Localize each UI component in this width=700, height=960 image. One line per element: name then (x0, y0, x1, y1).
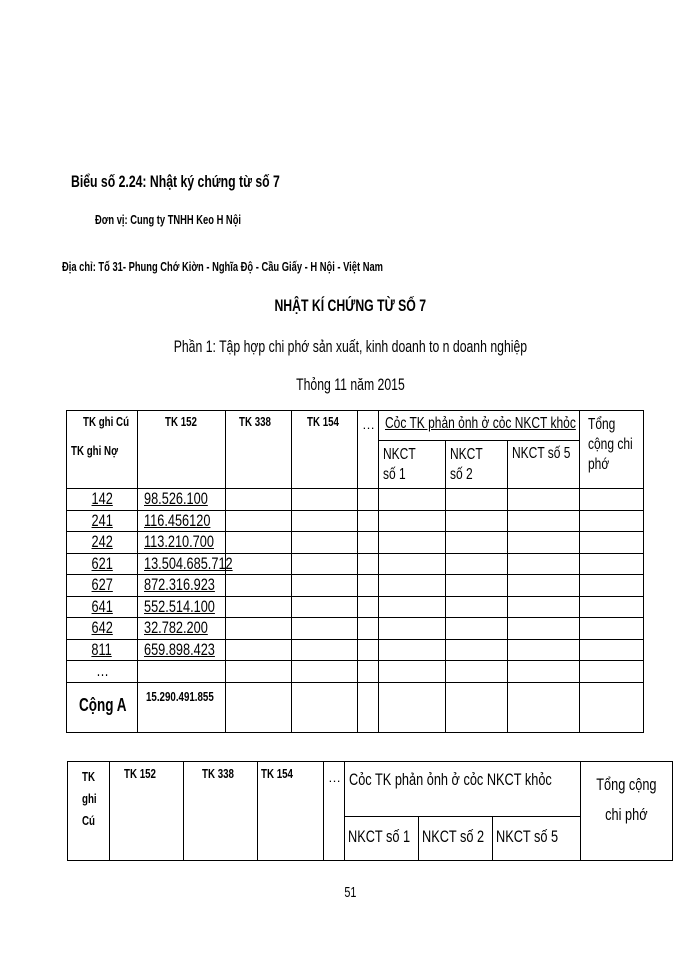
row-account-label: 142 (91, 489, 113, 508)
row-account-label: 641 (91, 596, 113, 616)
row-tk152 (138, 510, 226, 532)
row-empty-cell (226, 553, 292, 575)
row-empty-cell (358, 532, 379, 554)
row-empty-cell (508, 532, 580, 554)
table-row (67, 510, 644, 532)
row-empty-cell (508, 489, 580, 511)
doc-subtitle: Phần 1: Tập hợp chi phớ sản xuất, kinh doanh to n doanh nghiệp (173, 337, 527, 356)
row-empty-cell (358, 618, 379, 640)
row-tk152 (138, 532, 226, 554)
row-empty-cell (446, 596, 508, 618)
head-other-group (379, 411, 580, 441)
head-ellipsis (358, 411, 379, 489)
head-tk152 (138, 411, 226, 489)
head-tk152-label: TK 152 (165, 414, 197, 429)
head-tk154 (292, 411, 358, 489)
form-label: Biểu số 2.24: Nhật ký chứng từ số 7 (71, 172, 280, 191)
head-credit: TK ghi Cú (83, 414, 130, 429)
total-value: 15.290.491.855 (146, 688, 214, 704)
row-empty-cell (508, 618, 580, 640)
total-label: Cộng A (79, 694, 127, 715)
row-empty-cell (226, 489, 292, 511)
t2-head-other-group (345, 762, 581, 817)
row-tk152-value: 659.898.423 (144, 639, 215, 659)
row-empty-cell (358, 553, 379, 575)
t2-head-nkct5-label: NKCT số 5 (496, 827, 559, 846)
t2-head-tk154-label: TK 154 (261, 766, 293, 781)
total-empty (446, 682, 508, 732)
row-tk152 (138, 596, 226, 618)
period-wrap (0, 375, 700, 395)
t2-head-total (581, 762, 673, 861)
row-account (67, 510, 138, 532)
row-tk152 (138, 639, 226, 661)
total-empty (508, 682, 580, 732)
table-row (67, 532, 644, 554)
row-account (67, 532, 138, 554)
t2-head-other-group-label: Cỏc TK phản ỏnh ở cỏc NKCT khỏc (349, 770, 552, 789)
row-empty-cell (508, 661, 580, 683)
row-empty-cell (580, 661, 644, 683)
row-tk152 (138, 661, 226, 683)
row-empty-cell (358, 639, 379, 661)
t2-head-total-label: Tổng cộng chi phớ (596, 775, 657, 824)
row-account-label: 621 (91, 553, 113, 573)
row-empty-cell (580, 596, 644, 618)
row-empty-cell (446, 575, 508, 597)
row-tk152-value: 13.504.685.712 (144, 553, 233, 573)
head-total (580, 411, 644, 489)
row-tk152 (138, 618, 226, 640)
row-empty-cell (508, 596, 580, 618)
row-empty-cell (379, 489, 446, 511)
t2-head-ellipsis (324, 762, 345, 861)
total-empty (358, 682, 379, 732)
row-empty-cell (358, 489, 379, 511)
t2-head-tk-label: TK ghi Cú (82, 769, 97, 828)
row-empty-cell (580, 532, 644, 554)
t2-head-nkct5 (493, 817, 581, 861)
row-empty-cell (226, 532, 292, 554)
row-empty-cell (292, 510, 358, 532)
row-account (67, 661, 138, 683)
table-row (67, 489, 644, 511)
row-empty-cell (226, 618, 292, 640)
row-empty-cell (379, 553, 446, 575)
row-empty-cell (446, 661, 508, 683)
row-account-label: 627 (91, 575, 113, 594)
t2-head-tk152-label: TK 152 (124, 766, 156, 781)
doc-title-wrap (0, 296, 700, 316)
head-nkct5-label: NKCT số 5 (512, 445, 571, 462)
head-nkct1 (379, 441, 446, 489)
table-row (67, 596, 644, 618)
row-empty-cell (580, 553, 644, 575)
row-account (67, 489, 138, 511)
row-empty-cell (226, 661, 292, 683)
row-empty-cell (379, 575, 446, 597)
t2-head-nkct2-label: NKCT số 2 (422, 827, 485, 846)
row-empty-cell (226, 639, 292, 661)
total-empty (379, 682, 446, 732)
row-empty-cell (358, 596, 379, 618)
t2-head-tk338-label: TK 338 (202, 766, 234, 781)
address-line: Địa chỉ: Tố 31- Phung Chớ Kiờn - Nghĩa Độ - Cầu Giấy - H Nội - Việt Nam (62, 259, 383, 274)
head-total-label: Tổng cộng chi phớ (588, 416, 633, 473)
head-nkct5 (508, 441, 580, 489)
row-empty-cell (446, 532, 508, 554)
row-empty-cell (379, 510, 446, 532)
row-account (67, 575, 138, 597)
row-empty-cell (292, 618, 358, 640)
row-tk152-value: 98.526.100 (144, 489, 208, 508)
head-tk154-label: TK 154 (307, 414, 339, 429)
head-tk338 (226, 411, 292, 489)
doc-title: NHẬT KÍ CHỨNG TỪ SỐ 7 (274, 296, 426, 315)
total-value-cell (138, 682, 226, 732)
head-tk338-label: TK 338 (239, 414, 271, 429)
table-row (67, 618, 644, 640)
row-tk152 (138, 489, 226, 511)
journal-table-2 (67, 761, 673, 861)
row-empty-cell (508, 575, 580, 597)
t2-head-tk152 (110, 762, 184, 861)
row-empty-cell (358, 510, 379, 532)
table-row (67, 661, 644, 683)
row-tk152-value: 116.456120 (144, 510, 211, 530)
row-empty-cell (379, 596, 446, 618)
head-nkct2 (446, 441, 508, 489)
total-empty (580, 682, 644, 732)
total-empty (292, 682, 358, 732)
journal-table (66, 410, 644, 733)
head-credit-debit (67, 411, 138, 489)
head-debit: TK ghi Nợ (71, 443, 119, 458)
row-account (67, 596, 138, 618)
row-account (67, 639, 138, 661)
unit-line: Đơn vị: Cung ty TNHH Keo H Nội (95, 212, 242, 227)
t2-head-tk338 (184, 762, 258, 861)
row-tk152-value: 113.210.700 (144, 532, 214, 551)
row-tk152-value: 872.316.923 (144, 575, 215, 594)
row-empty-cell (580, 489, 644, 511)
head-nkct2-label: NKCT số 2 (450, 446, 483, 483)
page-number-wrap (0, 884, 700, 901)
row-empty-cell (379, 532, 446, 554)
row-empty-cell (446, 639, 508, 661)
row-empty-cell (379, 639, 446, 661)
subtitle-wrap (0, 337, 700, 357)
row-empty-cell (226, 575, 292, 597)
row-tk152-value: 552.514.100 (144, 596, 215, 616)
t2-head-nkct1 (345, 817, 419, 861)
t2-head-tk154 (258, 762, 324, 861)
row-empty-cell (446, 553, 508, 575)
row-empty-cell (580, 639, 644, 661)
row-empty-cell (379, 661, 446, 683)
row-empty-cell (446, 510, 508, 532)
row-empty-cell (226, 596, 292, 618)
row-account (67, 553, 138, 575)
row-account-label: 811 (91, 639, 113, 659)
row-empty-cell (292, 489, 358, 511)
total-label-cell (67, 682, 138, 732)
row-empty-cell (580, 510, 644, 532)
row-account-label: 241 (91, 510, 113, 530)
row-empty-cell (508, 639, 580, 661)
t2-head-tk (68, 762, 110, 861)
table-row (67, 553, 644, 575)
row-empty-cell (292, 661, 358, 683)
row-empty-cell (358, 661, 379, 683)
row-empty-cell (379, 618, 446, 640)
row-tk152 (138, 575, 226, 597)
table-row (67, 575, 644, 597)
row-empty-cell (580, 618, 644, 640)
head-nkct1-label: NKCT số 1 (383, 446, 416, 483)
row-empty-cell (226, 510, 292, 532)
row-tk152 (138, 553, 233, 575)
head-ellipsis-label: … (362, 417, 375, 432)
row-tk152-value: 32.782.200 (144, 618, 208, 637)
row-empty-cell (292, 639, 358, 661)
row-empty-cell (292, 575, 358, 597)
t2-head-nkct2 (419, 817, 493, 861)
head-other-group-label: Cỏc TK phản ỏnh ở cỏc NKCT khỏc (385, 415, 576, 432)
row-empty-cell (292, 553, 358, 575)
t2-head-ellipsis-label: … (328, 770, 341, 785)
row-account (67, 618, 138, 640)
row-empty-cell (358, 575, 379, 597)
row-empty-cell (446, 489, 508, 511)
t2-head-nkct1-label: NKCT số 1 (348, 827, 411, 846)
row-account-label: … (95, 661, 109, 680)
doc-period: Thỏng 11 năm 2015 (295, 375, 405, 394)
row-account-label: 642 (91, 618, 113, 637)
row-empty-cell (580, 575, 644, 597)
total-empty (226, 682, 292, 732)
row-empty-cell (508, 553, 580, 575)
row-empty-cell (446, 618, 508, 640)
table-row (67, 639, 644, 661)
row-account-label: 242 (91, 532, 113, 551)
row-empty-cell (292, 596, 358, 618)
row-empty-cell (508, 510, 580, 532)
row-empty-cell (292, 532, 358, 554)
page-number: 51 (343, 884, 357, 901)
